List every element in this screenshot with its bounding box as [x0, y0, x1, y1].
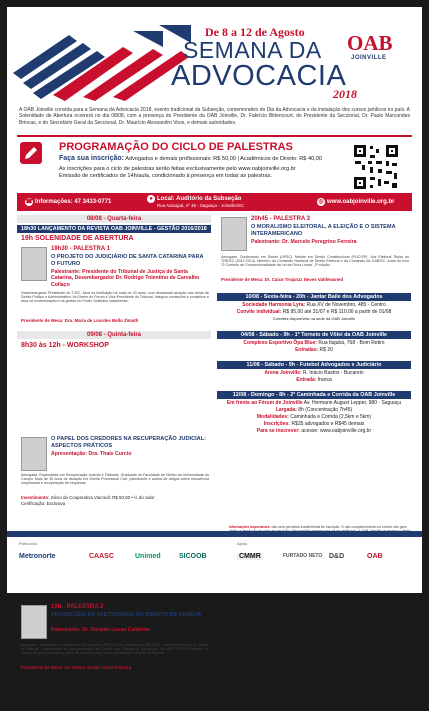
lecture-speaker: Palestrante: Presidente do Tribunal de Justiça de Santa Catarina, Desembargador Dr. Rodrigo Tolentino de Carvalho Collaço: [51, 269, 200, 288]
lecture-title: PROJEÇÕES DA AFETIVIDADE NO DIREITO DE FAMÍLIA: [51, 612, 202, 618]
title-line-1: SEMANA DA: [183, 37, 322, 63]
speaker-bio: Advogada. Especialista em Recuperação Judicial e Falência. Graduada na Faculdade de Direito da Universidade do Campo. Mais de 30 anos de atuação em Direito Processual Civil, palestrante e autora de artigos sobre insolvência empresarial e recuperação de empresas.: [21, 473, 209, 486]
lecture-2: [17, 603, 211, 711]
speaker-bio: Advogado. Doutorando em Direito (UFSC). Mestre em Direito Constitucional (PUC/SP). Juiz Eleitoral Titular do TRE/SC (2012-2014). Membro da Comissão Nacional de Direito Eleitoral e da Comissão da OAB/SC. Autor do livro 'O Controle de Convencionalidade da Lei da Ficha Limpa', 2ª edição.: [221, 255, 409, 268]
oab-logo-text: OAB: [347, 31, 393, 55]
globe-icon: ◎: [318, 199, 324, 205]
dinner-event: 10/08 - Sexta-feira - 20h - Jantar Baile dos Advogados Sociedade Harmonia Lyra: Rua XV de Novembro, 485 - Centro Convite individual: R$ 95,00 até 31/07 e R$ 110,00 a partir de 01/08 Convites disponíveis na sede da OAB Joinville: [217, 293, 411, 321]
right-column: [217, 215, 411, 434]
workshop-speaker: Apresentação: Dra. Thais Curcio: [51, 451, 132, 457]
day-header-0908: 09/08 - Quinta-feira: [17, 331, 211, 339]
workshop-bar: 8h30 às 12h - WORKSHOP: [21, 342, 109, 349]
footer-band: [7, 531, 422, 537]
speaker-photo: [21, 247, 47, 281]
run-event: 12/08 - Domingo - 8h - 2ª Caminhada e Corrida da OAB Joinville Em frente ao Fórum de Joinville Av. Hermann August Lepper, 980 - Saguaçu Largada: 8h (Concentração 7h45) Modalidades: Caminhada e Corrida (2,5km e 5km) Inscrições: R$35 advogados e R$45 demais Para se inscrever: acesse: www.oabjoinville.org.br: [217, 391, 411, 434]
support-label: Apoio: [237, 541, 248, 546]
sponsor-label: Patrocínio: [19, 541, 38, 546]
lecture-time: 19h30 - PALESTRA 1: [51, 246, 111, 252]
sponsor-logo: Metronorte: [19, 553, 56, 560]
footnote: Informações importantes: não será permitido transferência de inscrição. O não comparecimento no evento não gera: [229, 525, 407, 529]
run-signup-link[interactable]: Para se inscrever: acesse: www.oabjoinville.org.br: [256, 428, 372, 434]
lecture-speaker: Palestrante: Dr. Marcelo Peregrino Ferreira: [251, 239, 357, 245]
phone-icon: ☎: [25, 199, 33, 205]
volleyball-event: 04/08 - Sábado - 9h - 1º Torneio de Vôlei da OAB Joinville Complexo Esportivo Ópa Blue: Rua Itajubá, 768 - Bom Retiro Entradas: R$ 20: [217, 331, 411, 353]
pencil-icon: [19, 141, 43, 165]
certificate-note: Emissão de certificados de 14h/aula, condicionado à presença em todas as palestras.: [59, 173, 272, 179]
workshop: [17, 435, 211, 527]
speaker-bio: Desembargador Presidente do TJSC. Atua na instituição há mais de 20 anos, com destacada atuação nas áreas de Direito Público e Administrativo; foi Diretor do Fórum e Vice-Presidente do Tribunal, integrou comissões e conselhos e atua na modernização e na gestão do Poder Judiciário catarinense.: [21, 291, 209, 304]
sponsor-logo: Unimed: [135, 553, 161, 560]
magazine-launch-bar: 18h30 LANÇAMENTO DA REVISTA OAB JOINVILLE - GESTÃO 2016/2018: [17, 225, 211, 233]
lecture-time: 19h - PALESTRA 2: [51, 604, 104, 610]
lecture-speaker: Palestrante: Dr. Ricardo Lucas Calderón: [51, 627, 151, 633]
info-bar: [17, 193, 412, 211]
lecture-title: O PROJETO DO JUDICIÁRIO DE SANTA CATARINA PARA O FUTURO: [51, 254, 204, 267]
sponsor-logo: FURTADO NETO: [283, 553, 323, 559]
speaker-photo: [21, 437, 47, 471]
place-address: Rua Aracajuá, nº 46 - Saguaçu - Joinville/SC: [157, 203, 245, 208]
day-header-0808: 08/08 - Quarta-feira: [17, 215, 211, 223]
inscription-prices: Faça sua inscrição: Advogados e demais profissionais: R$ 50,00 | Acadêmicos de Direito: R$ 40,00: [59, 155, 322, 162]
workshop-title: O PAPEL DOS CREDORES NA RECUPERAÇÃO JUDICIAL: ASPECTOS PRÁTICOS: [51, 436, 206, 449]
title-line-2: ADVOCACIA: [171, 60, 347, 92]
place-info: ● Local: Auditório da Subseção: [147, 195, 241, 203]
site-info[interactable]: ◎ www.oabjoinville.org.br: [318, 199, 395, 205]
chair: Presidente de Mesa: Dr. Caico Trojanzz Neves Valdewaned: [221, 277, 344, 282]
intro-text: A OAB Joinville convida para a Semana da Advocacia 2018, evento tradicional da Subseção, comemorativo do Dia da Advocacia e da instalação dos cursos jurídicos no país. A Solenidade de Abertura ocorrerá no dia 08/08, com a presença do Presidente da OAB Joinville, Dr. Fabrício Bittencourt, do Presidente da Seccional, Dr. Paulo Marcondes Brincas, e do Secretário Geral da Seccional, Dr. Maurício Alessandro Voos, e demais autoridades.: [19, 107, 410, 126]
phone-info[interactable]: ☎ Informações: 47 3433-0771: [25, 199, 112, 205]
lecture-1: [17, 245, 211, 329]
lecture-time: 20h45 - PALESTRA 3: [251, 216, 311, 222]
oab-city: JOINVILLE: [351, 55, 387, 61]
speaker-photo: [221, 217, 247, 251]
inscription-note: As inscrições para o ciclo de palestras serão feitas exclusivamente pelo www.oabjoinville.org.br: [59, 166, 296, 172]
sponsor-logo: CMMR: [239, 553, 261, 560]
sponsor-logo: CAASC: [89, 553, 114, 560]
event-dates: De 8 a 12 de Agosto: [205, 25, 305, 39]
title-year: 2018: [333, 87, 357, 101]
program-title: PROGRAMAÇÃO DO CICLO DE PALESTRAS: [59, 141, 293, 153]
sponsor-logo: OAB: [367, 553, 383, 560]
speaker-photo: [21, 605, 47, 639]
sponsor-logo: SICOOB: [179, 553, 207, 560]
location-icon: ●: [147, 195, 155, 203]
sponsors: [7, 541, 422, 593]
opening-ceremony-bar: 19h SOLENIDADE DE ABERTURA: [21, 235, 134, 242]
workshop-cert: Certificação: Exclusiva: [21, 501, 66, 506]
workshop-price: Investimento: Sócio da Cooperativa Viacredi: R$ 50,00 • ½ do valor: [21, 495, 155, 500]
football-event: 11/08 - Sábado - 9h - Futebol Advogados x Judiciário Arena Joinville: R. Inácio Bastos - Bucarein Entrada: franca: [217, 361, 411, 383]
header: [7, 7, 422, 105]
inscription-section: [7, 137, 422, 193]
chair: Presidente de Mesa: Dr. Gilson Jardel Curco Ferreira: [21, 665, 132, 670]
lecture-title: O MORALISMO ELEITORAL, A ELEIÇÃO E O SISTEMA INTERAMERICANO: [251, 224, 396, 237]
poster: [7, 7, 422, 670]
chair: Presidente de Mesa: Dra. Maria de Lourdes Bello Zimath: [21, 318, 139, 323]
qr-code[interactable]: [352, 143, 400, 191]
speaker-bio: Advogado. Doutorando e Mestre em Direito pela UFPR. Diretor Nacional do IBDFAM - Instituto Brasileiro de Direito de Família. Coordenador da pós-graduação em Direito das Famílias e Sucessões da ABDCONST. Professor de cursos de pós-graduação e autor de diversas obras sobre afetividade e Direito de Família.: [21, 643, 209, 656]
sponsor-logo: D&D: [329, 553, 345, 560]
